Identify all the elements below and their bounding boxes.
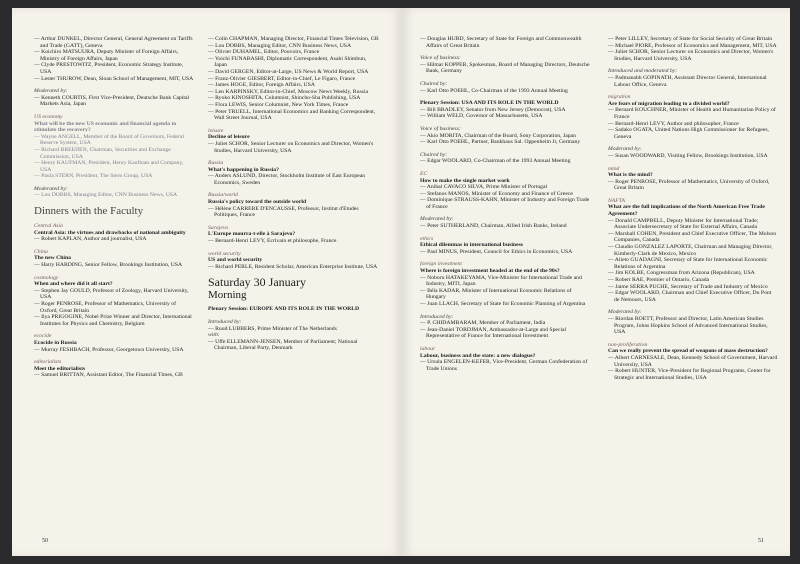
list-item: — Edgar WOOLARD, Chairman and Chief Executive Officer, Du Pont de Nemours, USA [608, 290, 772, 303]
list-item: — Peter TRUELL, International Economics and Banking Correspondent, Wall Street Journal, USA [208, 108, 376, 122]
list-item: — Lou DOBBS, Managing Editor, CNN Business News, USA [34, 192, 178, 199]
session-tag: US economy [34, 113, 63, 120]
session-tag: EC [420, 170, 428, 177]
list-item: — Roger PENROSE, Professor of Mathematics, University of Oxford, Great Britain [34, 301, 177, 314]
moderator-label: Moderated by: [34, 185, 68, 192]
list-item: — Paul MINUS, President, Council for Ethics in Economics, USA [420, 248, 573, 255]
list-item: — Bill BRADLEY, Senator from New Jersey (Democrat), USA [420, 106, 566, 113]
list-item: — Albert CARNESALE, Dean, Kennedy School of Government, Harvard University, USA [608, 354, 778, 368]
list-item: — Bernard-Henri LEVY, Author and philosopher, France [608, 120, 739, 127]
list-item: — Edgar WOOLARD, Co-Chairman of the 1993 Annual Meeting [420, 158, 571, 165]
session-tag: NAFTA [608, 197, 625, 204]
session-title: Ethical dilemmas in international business [420, 242, 524, 249]
list-item: — Paula STERN, President, The Stern Group, USA [34, 173, 153, 180]
session-tag: non-proliferation [608, 341, 648, 348]
list-item: — Colin CHAPMAN, Managing Director, Financial Times Television, GB [208, 36, 379, 42]
list-item: — Len KARPINSKY, Editor-in-Chief, Moscow News Weekly, Russia [208, 88, 368, 95]
session-tag: Russia [208, 160, 224, 167]
list-item: — Kenneth COURTIS, First Vice-President, Deutsche Bank Capital Markets Asia, Japan [34, 94, 190, 108]
list-item: — P. CHIDAMBARAM, Member of Parliament, India [420, 320, 546, 327]
list-item: — Clyde PRESTOWITZ, President, Economic Strategy Institute, USA [34, 62, 184, 75]
list-item: — Dominique STRAUSS-KAHN, Minister of Industry and Foreign Trade of France [420, 197, 590, 210]
session-tag: editorialists [34, 359, 62, 366]
section-heading: Dinners with the Faculty [34, 205, 144, 218]
list-item: — Robert KAPLAN, Author and journalist, USA [34, 236, 147, 243]
list-item: — James HOGE, Editor, Foreign Affairs, USA [208, 82, 315, 89]
session-title: How to make the single market work [420, 177, 510, 184]
session-title: What is the mind? [608, 172, 653, 179]
moderator-label: Moderated by: [34, 88, 68, 95]
session-title: When and where did it all start? [34, 281, 113, 288]
list-item: — Koichiro MATSUURA, Deputy Minister of Foreign Affairs, Ministry of Foreign Affairs, Japan [34, 49, 179, 62]
list-item: — Ruud LUBBERS, Prime Minister of The Netherlands [208, 325, 337, 332]
right-page-column-2 [608, 36, 778, 387]
session-title: Meet the editorialists [34, 365, 86, 372]
session-title: Russia's policy toward the outside world [208, 199, 307, 206]
list-item: — Claudio GONZALEZ LAPORTE, Chairman and Managing Director, Kimberly-Clark de Mexico, Mexico [608, 244, 773, 257]
list-item: — Jaime SERRA PUCHE, Secretary of Trade and Industry of Mexico [608, 283, 768, 290]
session-title: Can we really prevent the spread of weapons of mass destruction? [608, 348, 768, 355]
plenary-title: Plenary Session: EUROPE AND ITS ROLE IN THE WORLD [208, 306, 360, 313]
session-tag: Russia/world [208, 192, 239, 199]
list-item: — Flora LEWIS, Senior Columnist, New York Times, France [208, 101, 349, 108]
session-tag: mind [608, 165, 620, 172]
chair-label: Chaired by: [420, 151, 448, 158]
voice-label: Voice of business: [420, 55, 461, 62]
voice-label: Voice of business: [420, 125, 461, 132]
list-item: — Peter LILLEY, Secretary of State for Social Security of Great Britain [608, 36, 773, 42]
session-title: Are fears of migration leading to a divided world? [608, 100, 730, 107]
list-item: — Sadako OGATA, United Nations High Commissioner for Refugees, Geneva [608, 127, 769, 140]
time-heading: Morning [208, 289, 247, 302]
list-item: — Karl Otto POEHL, Partner, Bankhaus Sal. Oppenheim Jr, Germany [420, 139, 581, 146]
session-tag: ethics [420, 235, 434, 242]
list-item: — Susan WOODWARD, Visiting Fellow, Brookings Institution, USA [608, 152, 768, 159]
list-item: — Wayne ANGELL, Member of the Board of Governors, Federal Reserve System, USA [34, 133, 184, 147]
session-title: US and world security [208, 257, 263, 264]
list-item: — Roger PENROSE, Professor of Mathematics, University of Oxford, Great Britain [608, 178, 770, 192]
moderator-label: Moderated by: [608, 146, 642, 153]
list-item: — Juliet SCHOR, Senior Lecturer on Economics and Director, Women's Studies, Harvard University, USA [608, 49, 774, 62]
session-title: What's happening in Russia? [208, 166, 279, 173]
list-item: — Béla KADAR, Minister of International Economic Relations of Hungary [420, 287, 572, 301]
list-item: — Ryoko KINOSHITA, Columnist, Shincho-Sha Publishing, USA [208, 95, 361, 102]
list-item: — Yoichi FUNABASHI, Diplomatic Correspondent, Asahi Shimbun, Japan [208, 55, 367, 69]
intro-label: Introduced and moderated by: [608, 68, 678, 75]
list-item: — David GERGEN, Editor-at-Large, US News & World Report, USA [208, 68, 369, 75]
session-tag: labour [420, 345, 436, 352]
list-item: — Peter SUTHERLAND, Chairman, Allied Irish Banks, Ireland [420, 223, 567, 230]
list-item: — Ilya PRIGOGINE, Nobel Prize Winner and Director, International Institutes for Physics and Chemistry, Belgium [34, 314, 192, 327]
intro-label: Introduced by: [420, 313, 454, 320]
list-item: — Samuel BRITTAN, Assistant Editor, The Financial Times, GB [34, 372, 183, 379]
list-item: — Bernard KOUCHNER, Minister of Health and Humanitarian Policy of France [608, 107, 776, 120]
session-tag: Central Asia [34, 223, 63, 230]
list-item: — Jim KOLBE, Congressman from Arizona (Republican), USA [608, 270, 755, 277]
list-item: — Karl Otto POEHL, Co-Chairman of the 1993 Annual Meeting [420, 87, 568, 94]
session-tag: leisure [208, 127, 224, 134]
list-item: — Stephen Jay GOULD, Professor of Zoology, Harvard University, USA [34, 287, 189, 301]
session-title: Decline of leisure [208, 134, 250, 141]
session-tag: migration [608, 94, 631, 101]
list-item: — Arthur DUNKEL, Director General, General Agreement on Tariffs and Trade (GATT), Geneva [34, 36, 193, 49]
list-item: — Lou DOBBS, Managing Editor, CNN Business News, USA [208, 42, 352, 49]
list-item: — Juan LLACH, Secretary of State for Economic Planning of Argentina [420, 301, 586, 307]
list-item: — Hélène CARRERE D'ENCAUSSE, Professor, Institut d'Etudes Politiques, France [208, 205, 359, 219]
list-item: — Robert RAE, Premier of Ontario, Canada [608, 277, 710, 283]
list-item: — Hilmar KOPPER, Spokesman, Board of Managing Directors, Deutsche Bank, Germany [420, 61, 590, 75]
list-item: — Aníbal CAVACO SILVA, Prime Minister of Portugal [420, 184, 548, 191]
list-item: — Marshall COHEN, President and Chief Executive Officer, The Molson Companies, Canada [608, 230, 777, 244]
list-item: — Anders ASLUND, Director, Stockholm Institute of East European Economics, Sweden [208, 173, 366, 186]
list-item: — Henry KAUFMAN, President, Henry Kaufman and Company, USA [34, 160, 184, 173]
list-item: — Robert HUNTER, Vice-President for Regional Programs, Center for Strategic and International Studies, USA [608, 368, 771, 381]
session-title: Central Asia: the virtues and drawbacks of national ambiguity [34, 229, 186, 236]
list-item: — Harry HARDING, Senior Fellow, Brookings Institution, USA [34, 262, 183, 269]
session-tag: cosmology [34, 274, 59, 281]
list-item: — Padmanabh GOPINATH, Assistant Director General, International Labour Office, Geneva [608, 74, 767, 88]
list-item: — Douglas HURD, Secretary of State for Foreign and Commonwealth Affairs of Great Britain [420, 36, 582, 49]
session-tag: Sarajevo [208, 224, 229, 231]
list-item: — Lester THUROW, Dean, Sloan School of Management, MIT, USA [34, 75, 194, 82]
left-page-column-1 [34, 36, 194, 385]
list-item: — Bernard-Henri LEVY, Ecrivain et philosophe, France [208, 238, 337, 245]
list-item: — Michael PIORE, Professor of Economics and Management, MIT, USA [608, 42, 777, 49]
list-item: — Donald CAMPBELL, Deputy Minister for International Trade; Associate Undersecretary of State for External Affairs, Canada [608, 217, 759, 231]
chair-label: Chaired by: [420, 80, 448, 87]
session-tag: ecocide [34, 333, 52, 340]
left-page [12, 8, 402, 556]
list-item: — Noboru HATAKEYAMA, Vice-Minister for International Trade and Industry, MITI, Japan [420, 274, 582, 288]
left-page-column-2 [208, 36, 380, 358]
page-number: 51 [758, 538, 764, 544]
session-title: L'Europe mourra-t-elle à Sarajevo? [208, 231, 296, 238]
right-page-column-1 [420, 36, 592, 378]
moderator-label: Moderated by: [608, 309, 642, 316]
with-label: with: [208, 332, 220, 339]
list-item: — Olivier DUHAMEL, Editor, Pouvoirs, France [208, 49, 320, 56]
list-item: — Ursula ENGELEN-KEFER, Vice-President, German Confederation of Trade Unions [420, 359, 588, 372]
list-item: — Richard PERLE, Resident Scholar, American Enterprise Institute, USA [208, 263, 378, 270]
session-title: The new China [34, 255, 71, 262]
list-item: — Riordan ROETT, Professor and Director, Latin American Studies Program, Johns Hopkins School of Advanced International Studies, USA [608, 315, 768, 336]
list-item: — Jean-Daniel TORDJMAN, Ambassador-at-Large and Special Representative of France for International Investment [420, 326, 567, 340]
intro-label: Introduced by: [208, 319, 242, 325]
right-page [402, 8, 790, 556]
day-heading: Saturday 30 January [208, 275, 306, 290]
list-item: — Stefanos MANOS, Minister of Economy and Finance of Greece [420, 190, 573, 197]
list-item: — Uffe ELLEMANN-JENSEN, Member of Parliament; National Chairman, Liberal Party, Denmark [208, 338, 358, 352]
list-item: — Franz-Olivier GIESBERT, Editor-in-Chief, Le Figaro, France [208, 75, 356, 82]
list-item: — Juliet SCHOR, Senior Lecturer on Economics and Director, Women's Studies, Harvard University, USA [208, 140, 374, 154]
list-item: — Richard BREEDEN, Chairman, Securities and Exchange Commission, USA [34, 146, 171, 160]
session-tag: China [34, 248, 48, 255]
moderator-label: Moderated by: [420, 216, 454, 223]
session-title: Ecocide in Russia [34, 339, 77, 346]
session-title: Where is foreign investment headed at the end of the 90s? [420, 268, 560, 275]
page-number: 50 [42, 538, 48, 544]
session-title: What will be the new US economic and financial agenda to stimulate the recovery? [34, 120, 177, 134]
plenary-title: Plenary Session: USA AND ITS ROLE IN THE WORLD [420, 100, 559, 107]
list-item: — Alieto GUADAGNI, Secretary of State for International Economic Relations of Argentina [608, 257, 768, 270]
session-tag: foreign investment [420, 261, 462, 268]
list-item: — Akio MORITA, Chairman of the Board, Sony Corporation, Japan [420, 132, 576, 139]
session-title: Labour, business and the state: a new dialogue? [420, 352, 536, 359]
session-title: What are the full implications of the North American Free Trade Agreement? [608, 204, 765, 218]
list-item: — Murray FESHBACH, Professor, Georgetown University, USA [34, 346, 184, 353]
list-item: — William WELD, Governor of Massachusetts, USA [420, 113, 543, 120]
session-tag: world security [208, 250, 241, 257]
